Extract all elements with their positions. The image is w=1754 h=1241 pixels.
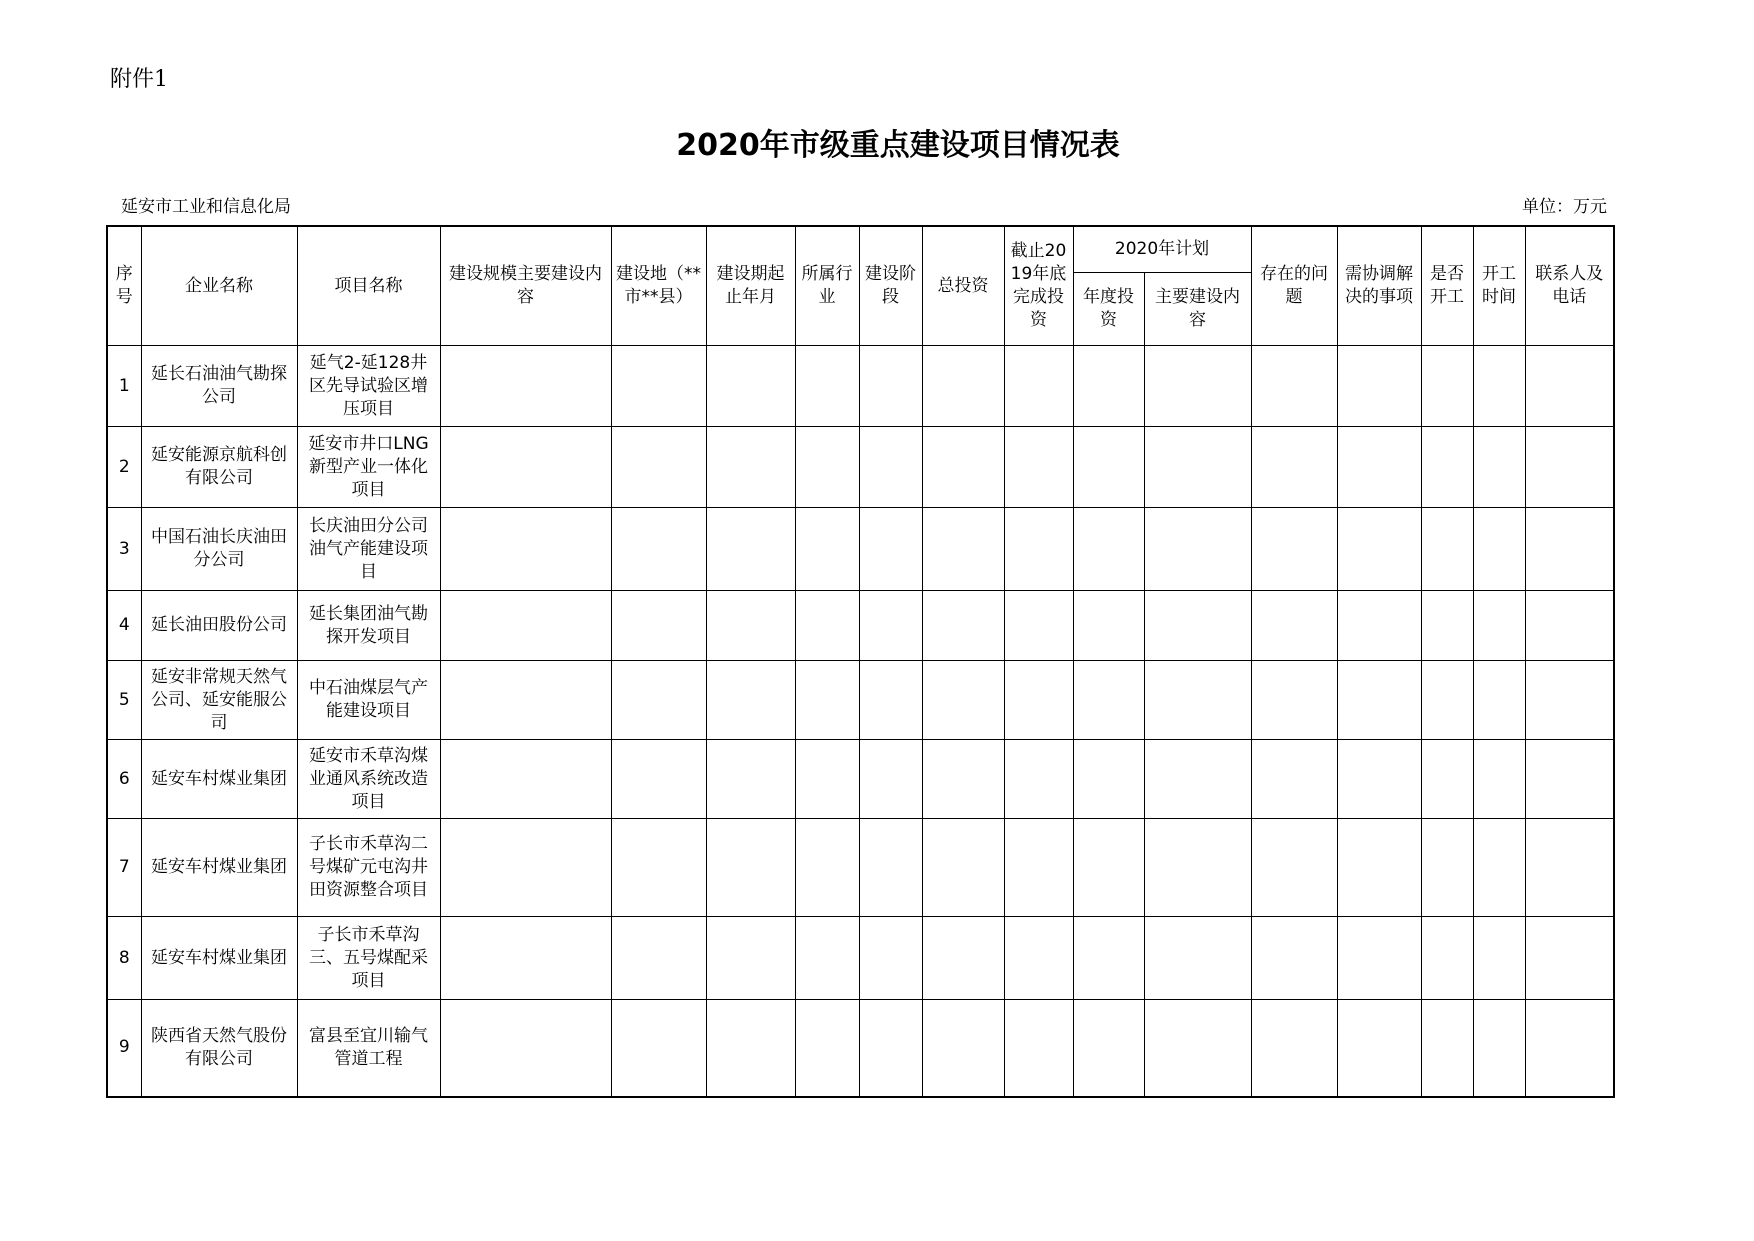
empty-cell: [611, 819, 706, 917]
row-company: 延安车村煤业集团: [141, 819, 297, 917]
empty-cell: [1073, 740, 1144, 819]
empty-cell: [1144, 661, 1251, 740]
empty-cell: [1525, 661, 1614, 740]
empty-cell: [611, 661, 706, 740]
empty-cell: [440, 508, 611, 591]
empty-cell: [1251, 740, 1337, 819]
header-total-investment: 总投资: [922, 226, 1004, 346]
row-company: 延安车村煤业集团: [141, 917, 297, 1000]
organization-label: 延安市工业和信息化局: [121, 197, 291, 217]
row-seq: 4: [107, 591, 141, 661]
empty-cell: [1004, 819, 1073, 917]
row-company: 延长油田股份公司: [141, 591, 297, 661]
empty-cell: [922, 1000, 1004, 1097]
empty-cell: [1251, 508, 1337, 591]
row-project: 延安市禾草沟煤业通风系统改造项目: [297, 740, 440, 819]
table-row: [107, 661, 1614, 740]
empty-cell: [1473, 591, 1525, 661]
row-company: 陕西省天然气股份有限公司: [141, 1000, 297, 1097]
header-stage: 建设阶段: [859, 226, 922, 346]
empty-cell: [440, 740, 611, 819]
empty-cell: [795, 427, 859, 508]
empty-cell: [1337, 1000, 1421, 1097]
empty-cell: [1421, 508, 1473, 591]
empty-cell: [706, 508, 795, 591]
empty-cell: [611, 427, 706, 508]
empty-cell: [1144, 508, 1251, 591]
empty-cell: [440, 346, 611, 427]
table-row: [107, 591, 1614, 661]
empty-cell: [1421, 1000, 1473, 1097]
header-project: 项目名称: [297, 226, 440, 346]
empty-cell: [440, 917, 611, 1000]
empty-cell: [1421, 661, 1473, 740]
empty-cell: [922, 819, 1004, 917]
empty-cell: [1473, 346, 1525, 427]
empty-cell: [706, 427, 795, 508]
row-seq: 7: [107, 819, 141, 917]
empty-cell: [1337, 819, 1421, 917]
header-plan-2020: 2020年计划: [1073, 226, 1251, 273]
empty-cell: [1144, 917, 1251, 1000]
empty-cell: [440, 591, 611, 661]
empty-cell: [922, 591, 1004, 661]
empty-cell: [1525, 917, 1614, 1000]
empty-cell: [1473, 819, 1525, 917]
empty-cell: [795, 819, 859, 917]
empty-cell: [859, 819, 922, 917]
empty-cell: [1004, 1000, 1073, 1097]
empty-cell: [859, 346, 922, 427]
empty-cell: [611, 591, 706, 661]
empty-cell: [1421, 740, 1473, 819]
empty-cell: [1004, 508, 1073, 591]
row-seq: 1: [107, 346, 141, 427]
row-seq: 9: [107, 1000, 141, 1097]
header-seq: 序号: [107, 226, 141, 346]
empty-cell: [1525, 346, 1614, 427]
row-seq: 5: [107, 661, 141, 740]
header-period: 建设期起止年月: [706, 226, 795, 346]
header-main-content: 主要建设内容: [1144, 273, 1251, 346]
table-row: [107, 1000, 1614, 1097]
empty-cell: [1004, 427, 1073, 508]
empty-cell: [859, 740, 922, 819]
header-industry: 所属行业: [795, 226, 859, 346]
empty-cell: [795, 740, 859, 819]
empty-cell: [859, 1000, 922, 1097]
empty-cell: [1251, 1000, 1337, 1097]
empty-cell: [706, 1000, 795, 1097]
empty-cell: [706, 661, 795, 740]
empty-cell: [1421, 427, 1473, 508]
empty-cell: [1004, 661, 1073, 740]
empty-cell: [611, 917, 706, 1000]
empty-cell: [1073, 427, 1144, 508]
empty-cell: [1525, 740, 1614, 819]
empty-cell: [1144, 427, 1251, 508]
empty-cell: [795, 591, 859, 661]
row-project: 子长市禾草沟二号煤矿元屯沟井田资源整合项目: [297, 819, 440, 917]
empty-cell: [1473, 661, 1525, 740]
empty-cell: [922, 917, 1004, 1000]
empty-cell: [1251, 427, 1337, 508]
empty-cell: [1004, 591, 1073, 661]
empty-cell: [859, 508, 922, 591]
empty-cell: [1525, 819, 1614, 917]
empty-cell: [440, 427, 611, 508]
row-project: 中石油煤层气产能建设项目: [297, 661, 440, 740]
header-company: 企业名称: [141, 226, 297, 346]
row-project: 延气2-延128井区先导试验区增压项目: [297, 346, 440, 427]
empty-cell: [1144, 346, 1251, 427]
page-title: 2020年市级重点建设项目情况表: [676, 128, 1120, 163]
empty-cell: [1073, 917, 1144, 1000]
empty-cell: [859, 661, 922, 740]
empty-cell: [1073, 346, 1144, 427]
empty-cell: [1421, 591, 1473, 661]
row-project: 长庆油田分公司油气产能建设项目: [297, 508, 440, 591]
row-company: 延长石油油气勘探公司: [141, 346, 297, 427]
table-row: [107, 917, 1614, 1000]
empty-cell: [859, 591, 922, 661]
empty-cell: [1251, 819, 1337, 917]
table-row: [107, 740, 1614, 819]
header-scale: 建设规模主要建设内容: [440, 226, 611, 346]
empty-cell: [859, 917, 922, 1000]
unit-label: 单位：万元: [1522, 197, 1607, 217]
empty-cell: [1525, 508, 1614, 591]
empty-cell: [1473, 917, 1525, 1000]
empty-cell: [795, 508, 859, 591]
empty-cell: [1144, 1000, 1251, 1097]
empty-cell: [1073, 508, 1144, 591]
empty-cell: [1251, 591, 1337, 661]
empty-cell: [440, 1000, 611, 1097]
empty-cell: [795, 917, 859, 1000]
header-start-time: 开工时间: [1473, 226, 1525, 346]
empty-cell: [1144, 591, 1251, 661]
empty-cell: [922, 508, 1004, 591]
empty-cell: [611, 346, 706, 427]
empty-cell: [1473, 1000, 1525, 1097]
header-annual-investment: 年度投资: [1073, 273, 1144, 346]
attachment-label: 附件1: [110, 67, 168, 92]
empty-cell: [1004, 346, 1073, 427]
empty-cell: [706, 819, 795, 917]
empty-cell: [706, 346, 795, 427]
row-seq: 3: [107, 508, 141, 591]
empty-cell: [922, 427, 1004, 508]
table-row: [107, 346, 1614, 427]
empty-cell: [440, 661, 611, 740]
empty-cell: [706, 591, 795, 661]
empty-cell: [1473, 427, 1525, 508]
row-company: 延安非常规天然气公司、延安能服公司: [141, 661, 297, 740]
project-table: [106, 225, 1615, 1098]
empty-cell: [1144, 819, 1251, 917]
empty-cell: [1473, 740, 1525, 819]
row-seq: 6: [107, 740, 141, 819]
empty-cell: [1525, 1000, 1614, 1097]
table-row: [107, 427, 1614, 508]
header-location: 建设地（**市**县）: [611, 226, 706, 346]
empty-cell: [922, 661, 1004, 740]
empty-cell: [922, 346, 1004, 427]
empty-cell: [795, 1000, 859, 1097]
empty-cell: [440, 819, 611, 917]
empty-cell: [1073, 819, 1144, 917]
empty-cell: [1421, 346, 1473, 427]
empty-cell: [1473, 508, 1525, 591]
empty-cell: [1073, 661, 1144, 740]
empty-cell: [1337, 740, 1421, 819]
empty-cell: [1144, 740, 1251, 819]
empty-cell: [922, 740, 1004, 819]
header-issues: 存在的问题: [1251, 226, 1337, 346]
empty-cell: [1337, 591, 1421, 661]
empty-cell: [859, 427, 922, 508]
row-company: 延安车村煤业集团: [141, 740, 297, 819]
empty-cell: [1337, 427, 1421, 508]
table-row: [107, 508, 1614, 591]
row-project: 富县至宜川输气管道工程: [297, 1000, 440, 1097]
row-project: 延长集团油气勘探开发项目: [297, 591, 440, 661]
row-company: 中国石油长庆油田分公司: [141, 508, 297, 591]
empty-cell: [1251, 917, 1337, 1000]
empty-cell: [706, 740, 795, 819]
header-contact: 联系人及电话: [1525, 226, 1614, 346]
row-seq: 8: [107, 917, 141, 1000]
table-row: [107, 819, 1614, 917]
empty-cell: [706, 917, 795, 1000]
empty-cell: [611, 740, 706, 819]
header-started: 是否开工: [1421, 226, 1473, 346]
empty-cell: [1525, 591, 1614, 661]
empty-cell: [611, 1000, 706, 1097]
header-completed-2019: 截止2019年底完成投资: [1004, 226, 1073, 346]
header-coordination: 需协调解决的事项: [1337, 226, 1421, 346]
empty-cell: [1421, 819, 1473, 917]
empty-cell: [1337, 661, 1421, 740]
empty-cell: [795, 661, 859, 740]
empty-cell: [1073, 1000, 1144, 1097]
empty-cell: [1073, 591, 1144, 661]
empty-cell: [1525, 427, 1614, 508]
empty-cell: [1337, 508, 1421, 591]
empty-cell: [1337, 917, 1421, 1000]
empty-cell: [1004, 917, 1073, 1000]
row-seq: 2: [107, 427, 141, 508]
empty-cell: [1004, 740, 1073, 819]
empty-cell: [795, 346, 859, 427]
empty-cell: [1251, 346, 1337, 427]
empty-cell: [1337, 346, 1421, 427]
row-project: 子长市禾草沟三、五号煤配采项目: [297, 917, 440, 1000]
row-company: 延安能源京航科创有限公司: [141, 427, 297, 508]
empty-cell: [611, 508, 706, 591]
row-project: 延安市井口LNG新型产业一体化项目: [297, 427, 440, 508]
empty-cell: [1421, 917, 1473, 1000]
empty-cell: [1251, 661, 1337, 740]
